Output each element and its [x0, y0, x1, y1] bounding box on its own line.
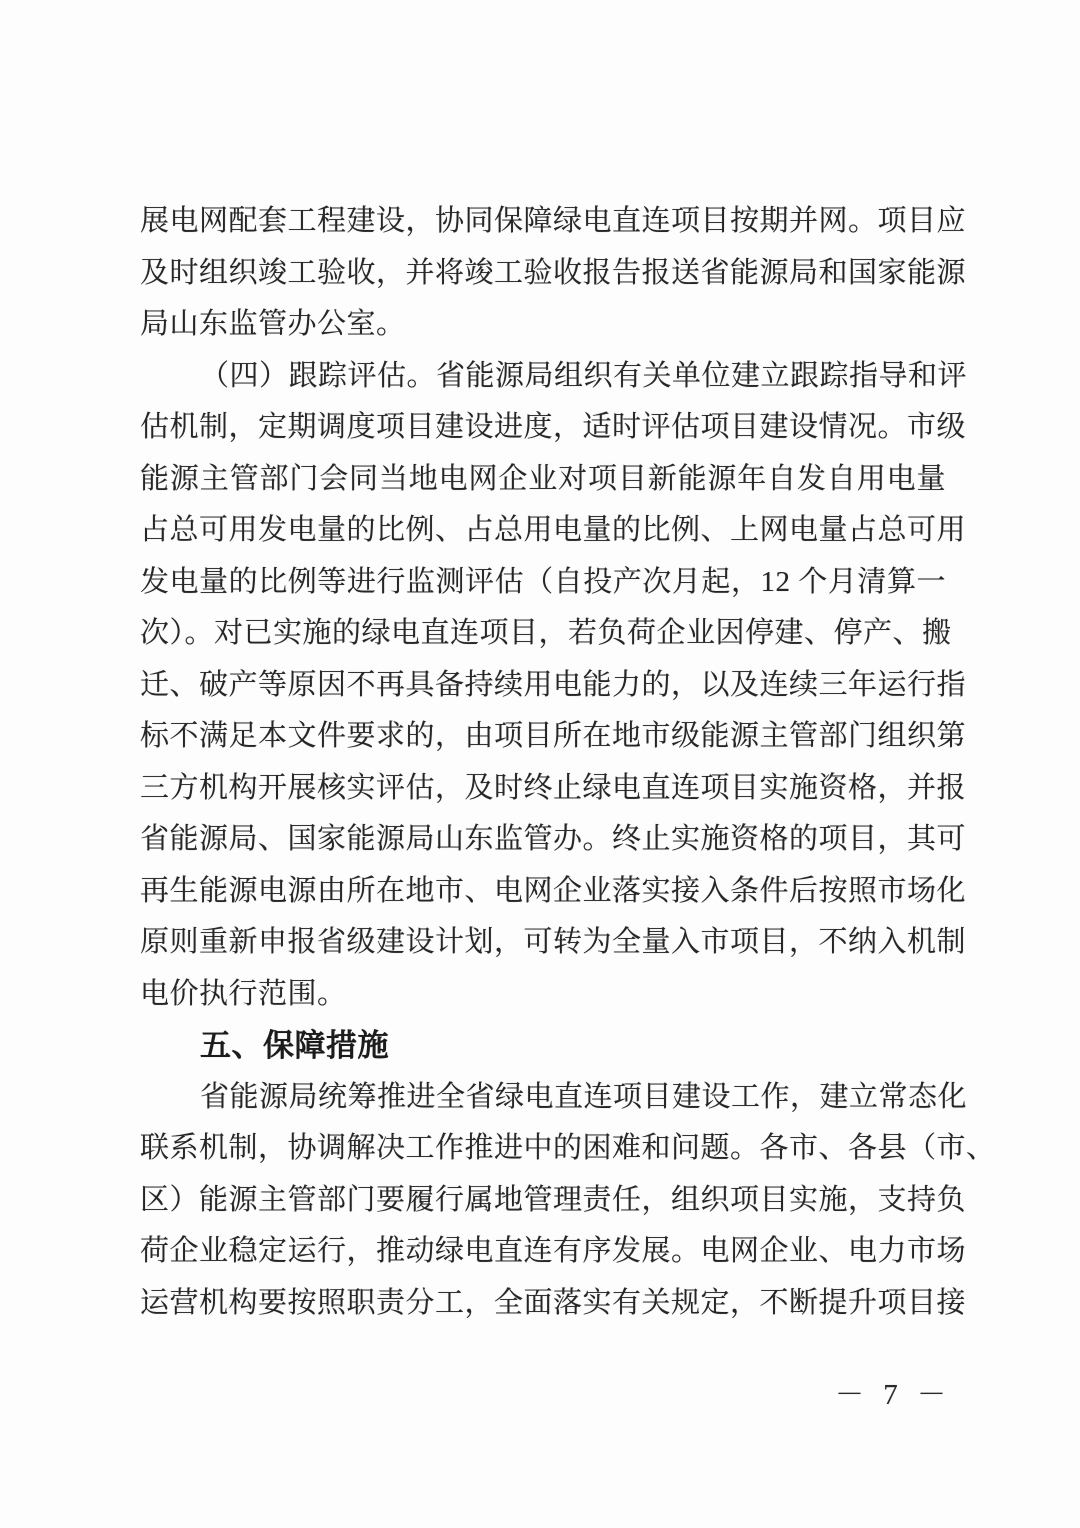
text-line: 省能源局统筹推进全省绿电直连项目建设工作，建立常态化: [200, 1080, 968, 1113]
text-line: 迁、破产等原因不再具备持续用电能力的，以及连续三年运行指: [140, 668, 967, 701]
text-line: （四）跟踪评估。省能源局组织有关单位建立跟踪指导和评: [200, 359, 968, 392]
text-line: 省能源局、国家能源局山东监管办。终止实施资格的项目，其可: [140, 823, 967, 855]
text-line: 估机制，定期调度项目建设进度，适时评估项目建设情况。市级: [140, 411, 967, 443]
text-line: 联系机制，协调解决工作推进中的困难和问题。各市、各县（市、: [140, 1132, 996, 1164]
text-line: 荷企业稳定运行，推动绿电直连有序发展。电网企业、电力市场: [140, 1235, 967, 1267]
text-line: 占总可用发电量的比例、占总用电量的比例、上网电量占总可用: [140, 514, 967, 546]
text-line: 运营机构要按照职责分工，全面落实有关规定，不断提升项目接: [140, 1286, 967, 1319]
text-line: 再生能源电源由所在地市、电网企业落实接入条件后按照市场化: [140, 874, 967, 907]
text-line: 发电量的比例等进行监测评估（自投产次月起，12 个月清算一: [140, 565, 946, 598]
text-line: 局山东监管办公室。: [140, 308, 406, 340]
section-heading: 五、保障措施: [200, 1028, 389, 1063]
text-line: 电价执行范围。: [140, 977, 347, 1010]
text-line: 标不满足本文件要求的，由项目所在地市级能源主管部门组织第: [140, 720, 967, 752]
text-line: 展电网配套工程建设，协同保障绿电直连项目按期并网。项目应: [140, 205, 967, 237]
text-line: 三方机构开展核实评估，及时终止绿电直连项目实施资格，并报: [140, 771, 967, 804]
text-line: 及时组织竣工验收，并将竣工验收报告报送省能源局和国家能源: [140, 256, 967, 289]
page-number: － 7 －: [834, 1379, 952, 1411]
text-line: 能源主管部门会同当地电网企业对项目新能源年自发自用电量: [140, 462, 946, 495]
text-line: 次）。对已实施的绿电直连项目，若负荷企业因停建、停产、搬: [140, 617, 952, 649]
text-block: [140, 196, 996, 1329]
text-line: 区）能源主管部门要履行属地管理责任，组织项目实施，支持负: [140, 1183, 967, 1216]
text-line: 原则重新申报省级建设计划，可转为全量入市项目，不纳入机制: [140, 926, 967, 958]
